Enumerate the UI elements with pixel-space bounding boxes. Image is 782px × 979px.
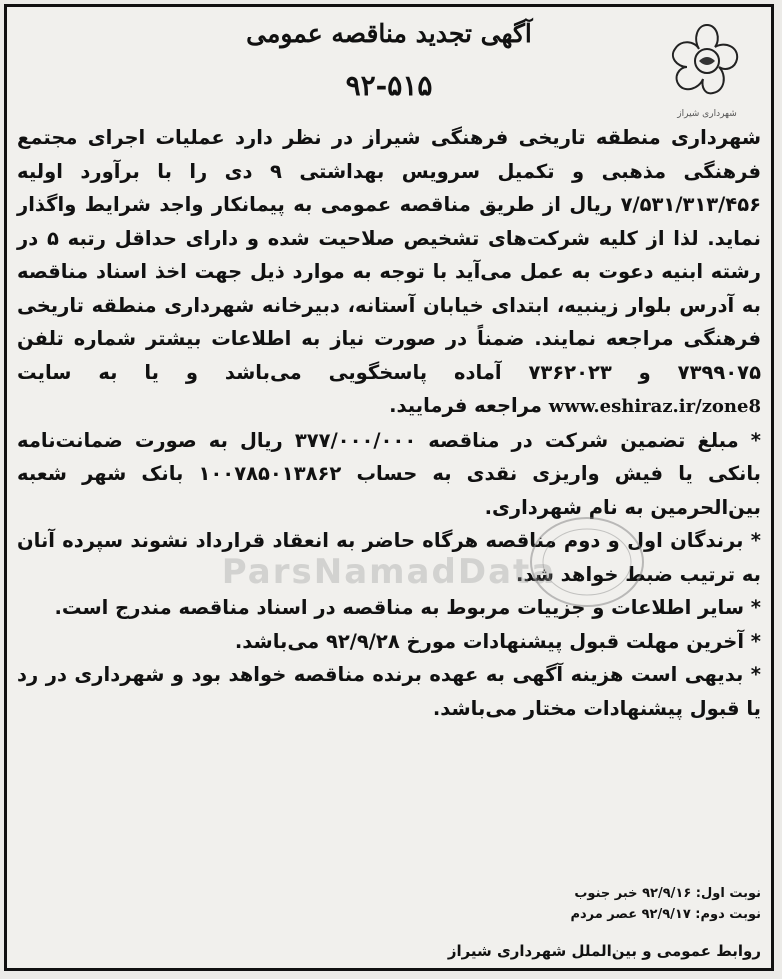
notice-body <box>17 121 761 725</box>
second-publication: نوبت دوم: ۹۲/۹/۱۷ عصر مردم <box>570 907 761 922</box>
intro-paragraph <box>17 121 761 424</box>
tender-number: ۹۲-۵۱۵ <box>345 69 433 102</box>
notice-title: آگهی تجدید مناقصه عمومی <box>246 19 532 48</box>
documents-item: * سایر اطلاعات و جزییات مربوط به مناقصه در اسناد مناقصه مندرج است. <box>54 596 761 619</box>
intro-end-text: مراجعه فرمایید. <box>389 394 542 417</box>
notice-frame <box>4 4 774 971</box>
deadline-item: * آخرین مهلت قبول پیشنهادات مورخ ۹۲/۹/۲۸ می‌باشد. <box>234 629 761 653</box>
first-publication: نوبت اول: ۹۲/۹/۱۶ خبر جنوب <box>574 886 761 901</box>
issuer-signature: روابط عمومی و بین‌الملل شهرداری شیراز <box>447 942 761 960</box>
intro-text: شهرداری منطقه تاریخی فرهنگی شیراز در نظر دارد عملیات اجرای مجتمع فرهنگی مذهبی و تکمیل سرویس بهداشتی ۹ دی را با برآورد اولیه ۷/۵۳۱/۳۱۳/۴۵۶ ریال از طریق مناقصه عمومی به پیمانکار واجد شرایط واگذار نماید. لذا از کلیه شرکت‌های تشخیص صلاحیت شده و دارای حداقل رتبه ۵ در رشته ابنیه دعوت به عمل می‌آید با توجه به موارد ذیل جهت اخذ اسناد مناقصه به آدرس بلوار زینبیه، ابتدای خیابان آستانه، دبیرخانه شهرداری منطقه تاریخی فرهنگی مراجعه نمایند. ضمناً در صورت نیاز به اطلاعات بیشتر شماره تلفن ۷۳۹۹۰۷۵ و ۷۳۶۲۰۲۳ آماده پاسخگویی می‌باشد و یا به سایت <box>17 126 761 384</box>
watermark: ParsNamadData <box>221 552 557 592</box>
flower-logo-icon <box>655 17 759 113</box>
logo-caption: شهرداری شیراز <box>677 109 737 119</box>
cost-item: * بدیهی است هزینه آگهی به عهده برنده مناقصه خواهد بود و شهرداری در رد یا قبول پیشنهادات مختار می‌باشد. <box>17 663 761 720</box>
notice-content <box>17 13 761 962</box>
guarantee-item: * مبلغ تضمین شرکت در مناقصه ۳۷۷/۰۰۰/۰۰۰ ریال به صورت ضمانت‌نامه بانکی یا فیش واریزی نقدی به حساب ۱۰۰۷۸۵۰۱۳۸۶۲ بانک شهر شعبه بین‌الحرمین به نام شهرداری. <box>17 428 761 519</box>
shiraz-municipality-logo <box>655 17 759 113</box>
winners-item: * برندگان اول و دوم مناقصه هرگاه حاضر به انعقاد قرارداد نشوند سپرده آنان به ترتیب ضبط خواهد شد. <box>17 529 761 586</box>
publication-notes <box>570 883 761 925</box>
website-link[interactable]: www.eshiraz.ir/zone8 <box>548 396 761 417</box>
